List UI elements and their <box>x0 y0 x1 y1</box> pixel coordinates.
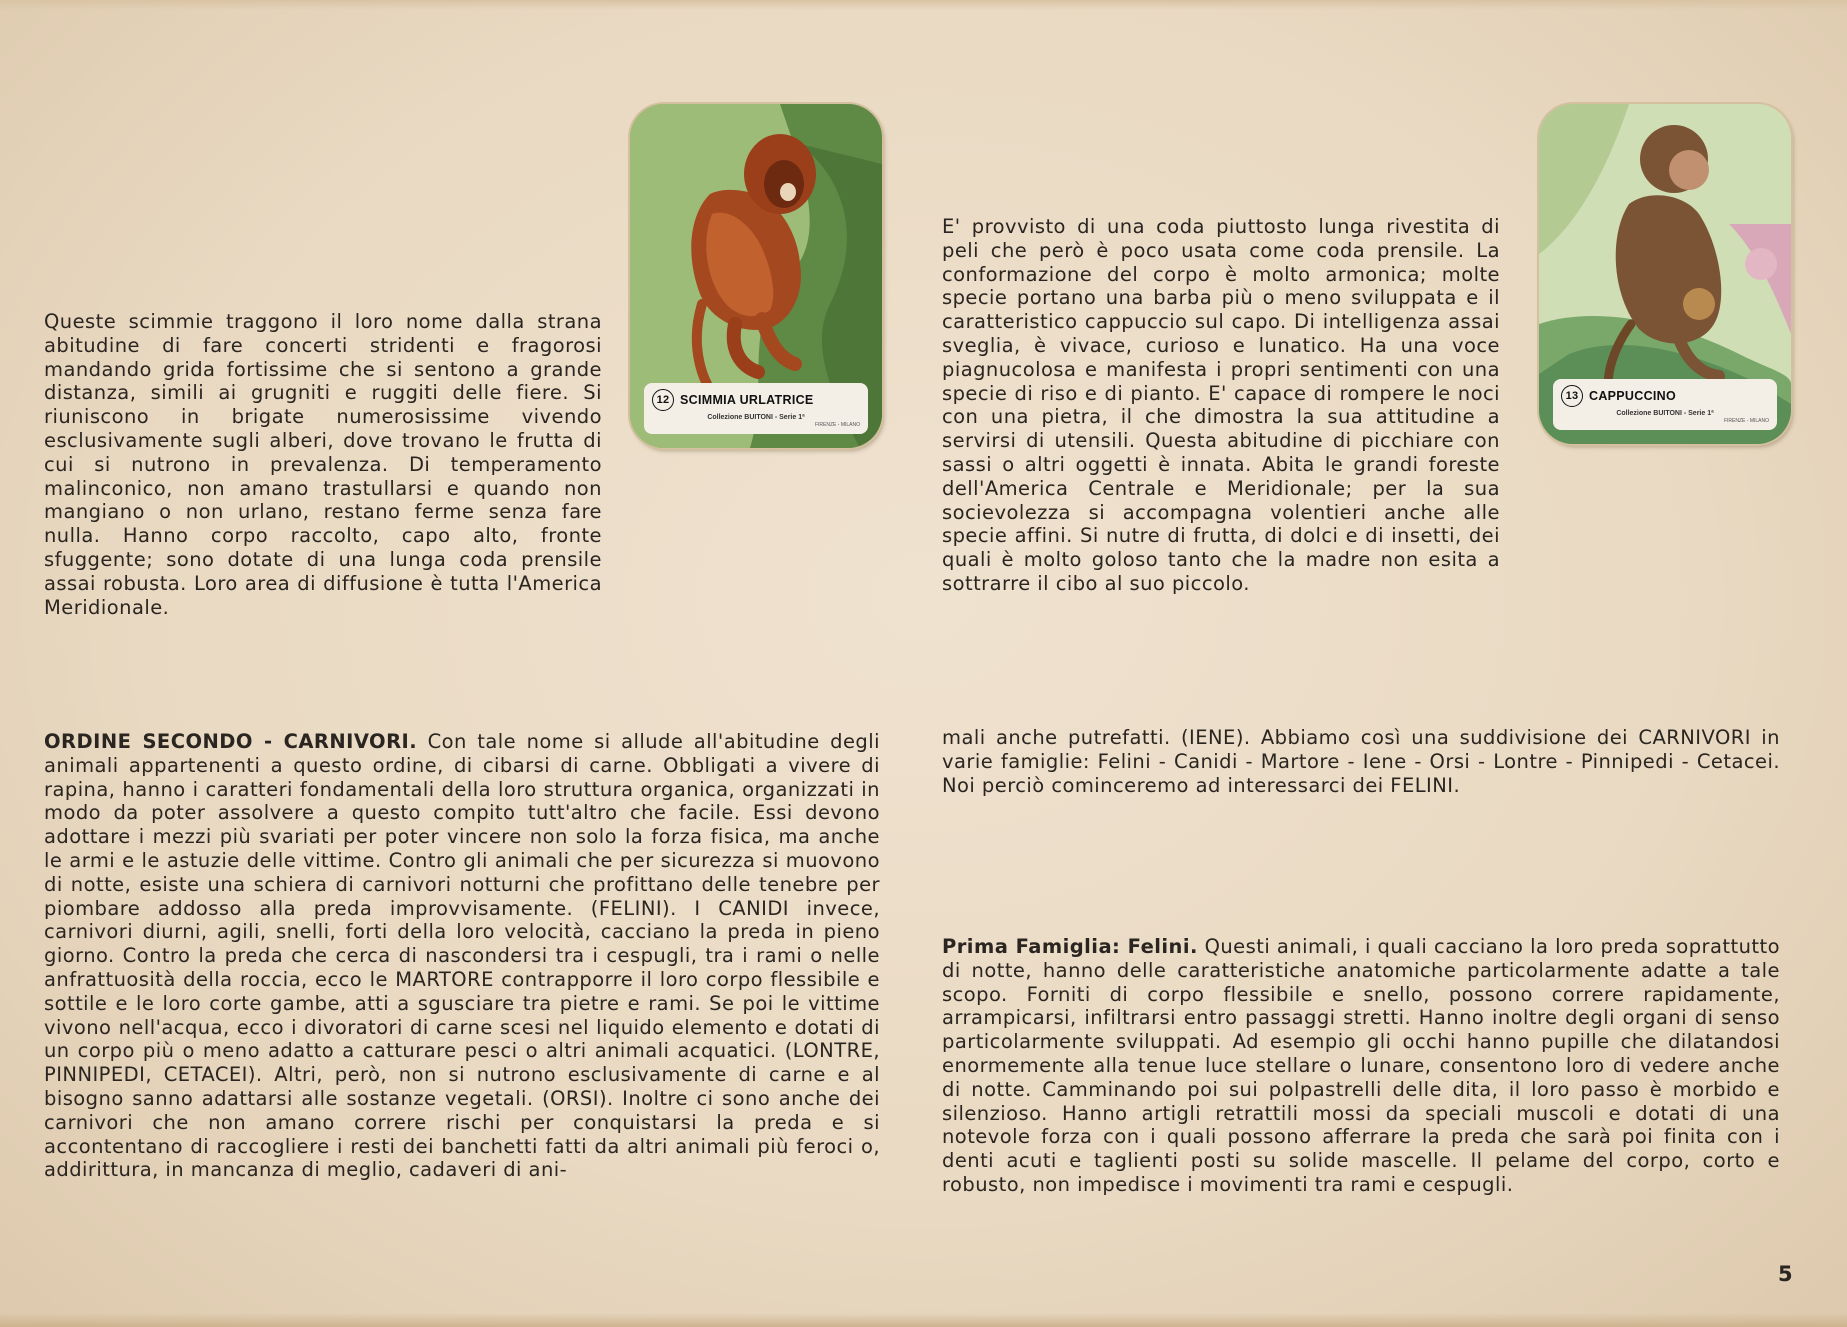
sticker-card-scimmia-urlatrice <box>630 104 882 448</box>
page-number: 5 <box>1778 1262 1793 1286</box>
paragraph-carnivori: Con tale nome si allude all'abitudine degli animali appartenenti a questo ordine, di cibarsi di carne. Obbligati a vivere di rapina, hanno i caratteri fondamentali della loro struttura organica, organizzati in modo da poter assolvere a questo compito tutt'altro che facile. Essi devono adottare i mezzi più svariati per poter vincere non solo la forza fisica, ma anche le armi e le astuzie delle vittime. Contro gli animali che per sicurezza si muovono di notte, esiste una schiera di carnivori notturni che profittano delle tenebre per piombare addosso alla preda improvvisamente. (FELINI). I CANIDI invece, carnivori diurni, agili, snelli, forti della loro velocità, cacciano la preda in pieno giorno. Contro la preda che cerca di nascondersi tra i cespugli, tra i rami o nelle anfrattuosità della roccia, ecco le MARTORE contrapporre il loro corpo flessibile e sottile e le loro corte gambe, atti a sgusciare tra pietre e rami. Se poi le vittime vivono nell'acqua, ecco i divoratori di carne scesi nel liquido elemento e dotati di un corpo più o meno adatto a catturare pesci o altri animali acquatici. (LONTRE, PINNIPEDI, CETACEI). Altri, però, non si nutrono esclusivamente di carne e al bisogno sanno adattarsi alle sostanze vegetali. (ORSI). Inoltre ci sono anche dei carnivori che non amano correre rischi per conquistarsi la preda e si accontentano di raccogliere i resti dei banchetti fatti da altri animali più feroci o, addirittura, in mancanza di meglio, cadaveri di ani- <box>44 730 880 1182</box>
paragraph-scimmia-urlatrice: Queste scimmie traggono il loro nome dalla strana abitudine di fare concerti stridenti e fragorosi mandando grida fortissime che si sentono a grande distanza, simili ai grugniti e ruggiti delle fiere. Si riuniscono in brigate numerosissime vivendo esclusivamente sugli alberi, dove trovano le frutta di cui si nutrono in prevalenza. Di temperamento malinconico, non amano trastullarsi e quando non mangiano o non urlano, restano ferme senza fare nulla. Hanno corpo raccolto, capo alto, fronte sfuggente; sono dotate di una lunga coda prensile assai robusta. Loro area di diffusione è tutta l'America Meridionale. <box>44 310 602 619</box>
card-title: SCIMMIA URLATRICE <box>680 393 814 407</box>
heading-ordine-secondo-carnivori: ORDINE SECONDO - CARNIVORI. <box>44 730 418 753</box>
card-label <box>644 383 868 434</box>
card-collection: Collezione BUITONI - Serie 1ª <box>707 414 805 421</box>
card-fine-print: FIRENZE - MILANO <box>1723 418 1769 424</box>
card-number-badge: 12 <box>652 389 674 411</box>
card-label <box>1553 379 1777 430</box>
card-title: CAPPUCCINO <box>1589 389 1677 403</box>
heading-prima-famiglia-felini: Prima Famiglia: Felini. <box>942 935 1198 958</box>
paragraph-carnivori-continued: mali anche putrefatti. (IENE). Abbiamo così una suddivisione dei CARNIVORI in varie famiglie: Felini - Canidi - Martore - Iene - Orsi - Lontre - Pinnipedi - Cetacei. Noi perciò cominceremo ad interessarci dei FELINI. <box>942 726 1780 797</box>
card-fine-print: FIRENZE - MILANO <box>814 422 860 428</box>
card-number-badge: 13 <box>1561 385 1583 407</box>
page-edge-top <box>0 0 1847 10</box>
card-collection: Collezione BUITONI - Serie 1ª <box>1616 410 1714 417</box>
paragraph-cappuccino: E' provvisto di una coda piuttosto lunga rivestita di peli che però è poco usata come coda prensile. La conformazione del corpo è molto armonica; molte specie portano una barba più o meno sviluppata e il caratteristico cappuccio sul capo. Di intelligenza assai sveglia, è vivace, curioso e lunatico. Ha una voce piagnucolosa e manifesta i propri sentimenti con una specie di riso e di pianto. E' capace di rompere le noci con una pietra, il che dimostra la sua attitudine a servirsi di utensili. Questa abitudine di picchiare con sassi o altri oggetti è innata. Abita le grandi foreste dell'America Centrale e Meridionale; per la sua socievolezza si accompagna volentieri anche alle specie affini. Si nutre di frutta, di dolci e di insetti, dei quali è molto goloso tanto che la madre non esita a sottrarre il cibo al suo piccolo. <box>942 215 1500 595</box>
section-carnivori <box>44 730 880 1182</box>
paragraph-felini: Questi animali, i quali cacciano la loro preda soprattutto di notte, hanno delle caratteristiche anatomiche particolarmente adatte a tale scopo. Forniti di corpo flessibile e snello, possono correre rapidamente, arrampicarsi, infiltrarsi entro passaggi stretti. Hanno inoltre degli organi di senso particolarmente sviluppati. Ad esempio gli occhi hanno pupille che dilatandosi enormemente alla tenue luce stellare o lunare, consentono loro di vedere anche di notte. Camminando poi sui polpastrelli delle dita, il loro passo è morbido e silenzioso. Hanno artigli retrattili mossi da speciali muscoli e dotati di una notevole forza con i quali possono afferrare la preda che sarà poi finita con i denti acuti e taglienti posti su solide mascelle. Il pelame del corpo, corto e robusto, non impedisce i movimenti tra rami e cespugli. <box>942 935 1780 1196</box>
sticker-card-cappuccino <box>1539 104 1791 444</box>
page-edge-bottom <box>0 1313 1847 1327</box>
section-felini <box>942 935 1780 1197</box>
